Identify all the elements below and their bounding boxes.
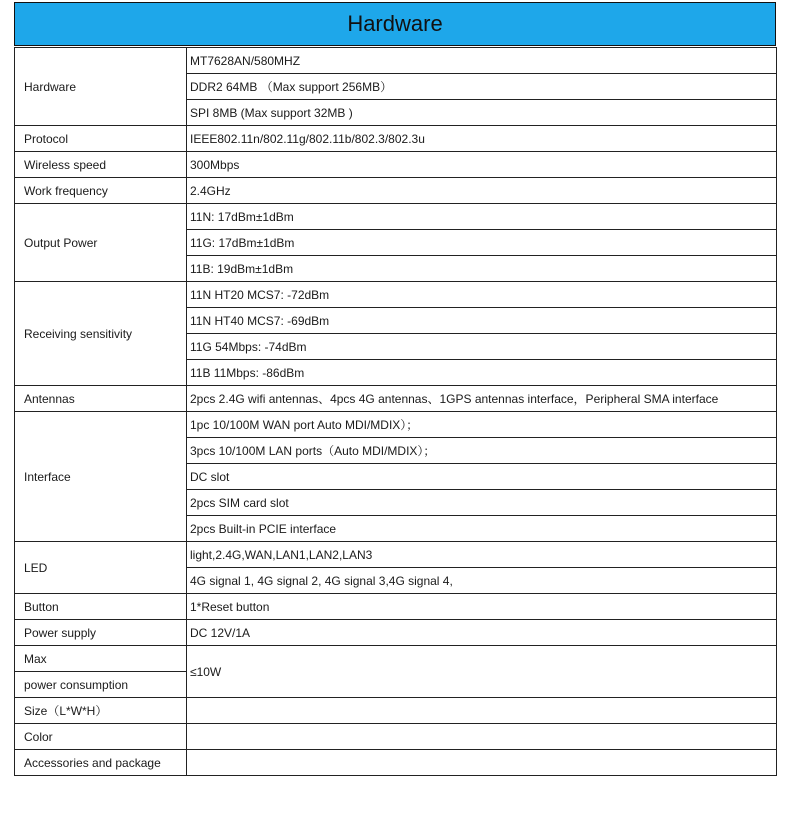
spec-sheet [14, 2, 776, 776]
size-value [187, 698, 777, 724]
row-label-power-supply: Power supply [15, 620, 187, 646]
led-4g-signals: 4G signal 1, 4G signal 2, 4G signal 3,4G signal 4, [187, 568, 777, 594]
table-row [15, 542, 777, 568]
row-label-interface: Interface [15, 412, 187, 542]
row-label-accessories: Accessories and package [15, 750, 187, 776]
table-row [15, 620, 777, 646]
table-row [15, 594, 777, 620]
interface-lan: 3pcs 10/100M LAN ports（Auto MDI/MDIX）； [187, 438, 777, 464]
row-label-work-frequency: Work frequency [15, 178, 187, 204]
table-row [15, 152, 777, 178]
protocol-value: IEEE802.11n/802.11g/802.11b/802.3/802.3u [187, 126, 777, 152]
row-label-wireless-speed: Wireless speed [15, 152, 187, 178]
section-title: Hardware [14, 2, 776, 46]
interface-sim: 2pcs SIM card slot [187, 490, 777, 516]
row-label-size: Size（L*W*H） [15, 698, 187, 724]
hardware-flash-value: SPI 8MB (Max support 32MB ) [187, 100, 777, 126]
table-row [15, 724, 777, 750]
table-row [15, 126, 777, 152]
interface-wan: 1pc 10/100M WAN port Auto MDI/MDIX）； [187, 412, 777, 438]
row-label-antennas: Antennas [15, 386, 187, 412]
table-row [15, 386, 777, 412]
accessories-value [187, 750, 777, 776]
button-value: 1*Reset button [187, 594, 777, 620]
table-row [15, 412, 777, 438]
sensitivity-ht40: 11N HT40 MCS7: -69dBm [187, 308, 777, 334]
table-row [15, 698, 777, 724]
row-label-hardware: Hardware [15, 48, 187, 126]
table-row [15, 282, 777, 308]
output-power-11b: 11B: 19dBm±1dBm [187, 256, 777, 282]
output-power-11g: 11G: 17dBm±1dBm [187, 230, 777, 256]
sensitivity-ht20: 11N HT20 MCS7: -72dBm [187, 282, 777, 308]
row-label-led: LED [15, 542, 187, 594]
table-row [15, 178, 777, 204]
spec-table [14, 47, 777, 776]
led-lights: light,2.4G,WAN,LAN1,LAN2,LAN3 [187, 542, 777, 568]
antennas-value: 2pcs 2.4G wifi antennas、4pcs 4G antennas、1GPS antennas interface，Peripheral SMA interface [187, 386, 777, 412]
power-supply-value: DC 12V/1A [187, 620, 777, 646]
sensitivity-11b: 11B 11Mbps: -86dBm [187, 360, 777, 386]
work-frequency-value: 2.4GHz [187, 178, 777, 204]
row-label-output-power: Output Power [15, 204, 187, 282]
interface-pcie: 2pcs Built-in PCIE interface [187, 516, 777, 542]
table-row [15, 204, 777, 230]
sensitivity-11g: 11G 54Mbps: -74dBm [187, 334, 777, 360]
row-label-color: Color [15, 724, 187, 750]
row-label-protocol: Protocol [15, 126, 187, 152]
hardware-ram-value: DDR2 64MB （Max support 256MB） [187, 74, 777, 100]
table-row [15, 48, 777, 74]
row-label-max: Max [15, 646, 187, 672]
row-label-button: Button [15, 594, 187, 620]
wireless-speed-value: 300Mbps [187, 152, 777, 178]
row-label-receiving-sensitivity: Receiving sensitivity [15, 282, 187, 386]
max-power-value: ≤10W [187, 646, 777, 698]
interface-dc: DC slot [187, 464, 777, 490]
row-label-power-consumption: power consumption [15, 672, 187, 698]
table-row [15, 750, 777, 776]
hardware-cpu-value: MT7628AN/580MHZ [187, 48, 777, 74]
table-row [15, 646, 777, 672]
color-value [187, 724, 777, 750]
output-power-11n: 11N: 17dBm±1dBm [187, 204, 777, 230]
